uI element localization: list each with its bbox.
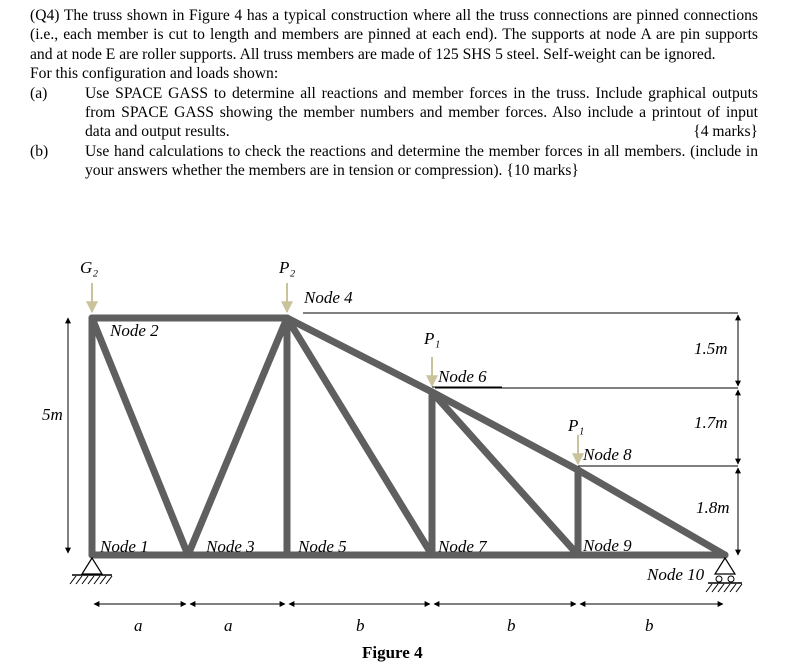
dim-seg2-label: 1.7m xyxy=(694,413,728,432)
node-4-label: Node 4 xyxy=(304,288,353,307)
dim-seg3-label: 1.8m xyxy=(696,498,730,517)
node-9-label: Node 9 xyxy=(583,536,632,555)
truss-members xyxy=(92,318,725,555)
load-g2-label: G₂ xyxy=(80,258,99,277)
figure-caption: Figure 4 xyxy=(362,643,423,662)
member-2-3 xyxy=(92,318,188,555)
node-3-label: Node 3 xyxy=(206,537,255,556)
node-8-label: Node 8 xyxy=(583,445,632,464)
node-10-label: Node 10 xyxy=(647,565,705,584)
part-a-label: (a) xyxy=(30,84,48,102)
load-p1-label-b: P₁ xyxy=(568,416,585,435)
part-a-text: Use SPACE GASS to determine all reactions and member forces in the truss. Include graphical outputs from SPACE GASS showing the member numbers and member forces. Also include a printout of input data and output results. {4 marks} xyxy=(85,84,758,141)
roller-support xyxy=(706,558,742,592)
load-p2-label: P₂ xyxy=(279,258,296,277)
load-p1-label-a: P₁ xyxy=(424,329,441,348)
load-arrows xyxy=(92,283,578,464)
dim-span4-label: b xyxy=(507,616,516,635)
member-6-8 xyxy=(432,392,578,470)
part-b-label: (b) xyxy=(30,142,49,160)
question-intro: (Q4) The truss shown in Figure 4 has a typical construction where all the truss connections are pinned connections (i.e., each member is cut to length and members are pinned at each end). The supports at node A are pin supports and at node E are roller supports. All truss members are made of 125 SHS 5 steel. Self-weight can be ignored. xyxy=(30,7,758,63)
node-6-label: Node 6 xyxy=(438,367,487,386)
member-3-4 xyxy=(188,318,287,555)
dim-span3-label: b xyxy=(356,616,365,635)
dim-seg1-label: 1.5m xyxy=(694,339,728,358)
part-a-marks: {4 marks} xyxy=(693,123,758,141)
dim-total-height-label: 5m xyxy=(42,405,63,424)
dim-span2-label: a xyxy=(224,616,233,635)
dim-span1-label: a xyxy=(134,616,143,635)
node-2-label: Node 2 xyxy=(110,321,159,340)
part-b-text: Use hand calculations to check the reactions and determine the member forces in all members. (include in your answers whether the members are in tension or compression). {10 marks} xyxy=(85,142,758,180)
member-6-9 xyxy=(432,392,578,555)
node-7-label: Node 7 xyxy=(438,537,487,556)
node-1-label: Node 1 xyxy=(100,537,149,556)
dim-span5-label: b xyxy=(645,616,654,635)
node-5-label: Node 5 xyxy=(298,537,347,556)
pin-support xyxy=(70,558,112,584)
question-config-line: For this configuration and loads shown: xyxy=(30,65,279,83)
